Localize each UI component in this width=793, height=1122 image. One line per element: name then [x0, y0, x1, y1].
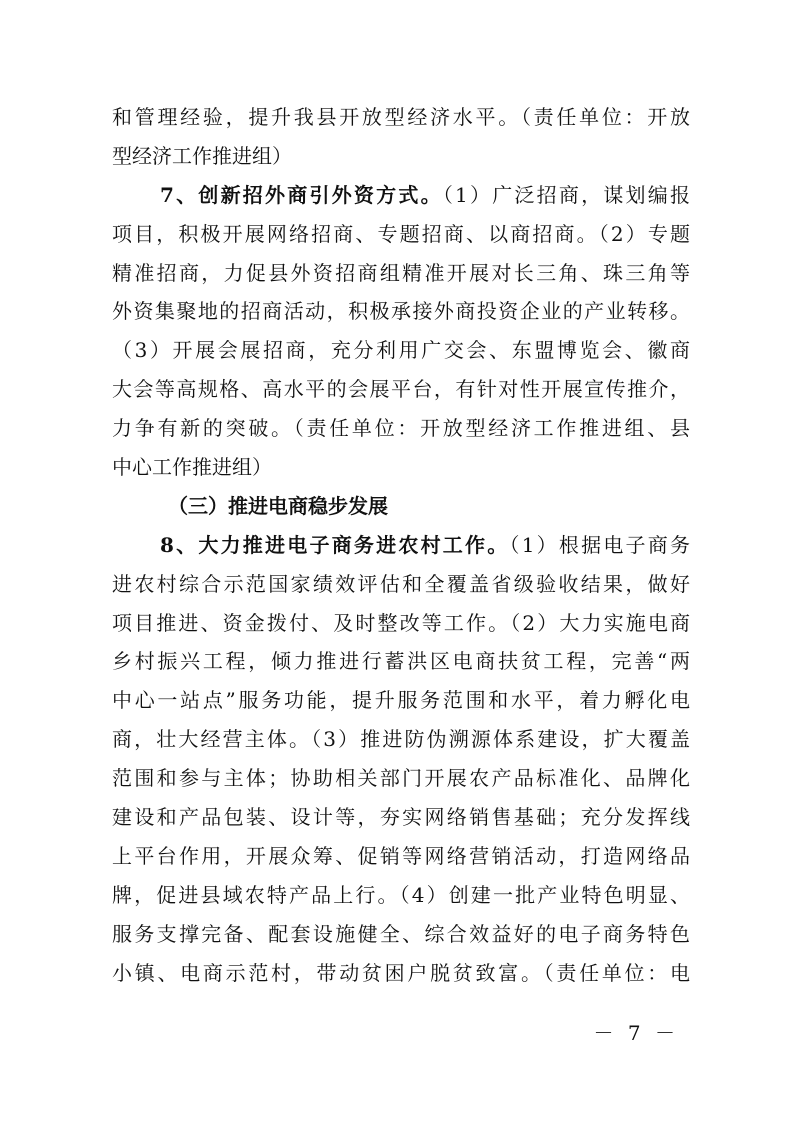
body-line: （3）开展会展招商，充分利用广交会、东盟博览会、徽商 [112, 338, 690, 363]
body-line: 进农村综合示范国家绩效评估和全覆盖省级验收结果，做好 [112, 571, 690, 596]
body-line: 乡村振兴工程，倾力推进行蓄洪区电商扶贫工程，完善“两 [112, 649, 690, 674]
body-line: 中心一站点”服务功能，提升服务范围和水平，着力孵化电 [112, 688, 690, 713]
item-7-first-line [112, 176, 690, 215]
page-number: － 7 － [593, 1021, 679, 1045]
item-8-first-line [112, 526, 690, 565]
body-line: 和管理经验，提升我县开放型经济水平。（责任单位：开放 [112, 105, 690, 129]
body-line: 力争有新的突破。（责任单位：开放型经济工作推进组、县 [112, 416, 690, 441]
body-line: 服务支撑完备、配套设施健全、综合效益好的电子商务特色 [112, 921, 690, 946]
body-line: 上平台作用，开展众筹、促销等网络营销活动，打造网络品 [112, 843, 690, 868]
body-line: 范围和参与主体；协助相关部门开展农产品标准化、品牌化 [112, 766, 690, 791]
body-line: 项目推进、资金拨付、及时整改等工作。（2）大力实施电商 [112, 610, 690, 635]
body-line: 大会等高规格、高水平的会展平台，有针对性开展宣传推介， [112, 377, 690, 402]
body-line: 小镇、电商示范村，带动贫困户脱贫致富。（责任单位：电 [112, 960, 690, 985]
item-8-text: （1）根据电子商务 [509, 532, 690, 557]
body-line: 项目，积极开展网络招商、专题招商、以商招商。（2）专题 [112, 221, 690, 246]
item-7-heading: 7、创新招外商引外资方式。 [160, 182, 443, 207]
item-7-text: （1）广泛招商，谋划编报 [442, 182, 690, 207]
body-line: 精准招商，力促县外资招商组精准开展对长三角、珠三角等 [112, 260, 690, 285]
body-line: 牌，促进县域农特产品上行。（4）创建一批产业特色明显、 [112, 882, 690, 907]
item-8-heading: 8、大力推进电子商务进农村工作。 [160, 532, 510, 557]
document-body [112, 98, 690, 992]
section-title: （三）推进电商稳步发展 [168, 493, 388, 518]
body-line: 外资集聚地的招商活动，积极承接外商投资企业的产业转移。 [112, 299, 690, 324]
body-line: 型经济工作推进组） [112, 143, 292, 168]
body-line: 商，壮大经营主体。（3）推进防伪溯源体系建设，扩大覆盖 [112, 727, 690, 752]
body-line: 中心工作推进组） [112, 455, 272, 480]
body-line: 建设和产品包装、设计等，夯实网络销售基础；充分发挥线 [112, 805, 690, 830]
